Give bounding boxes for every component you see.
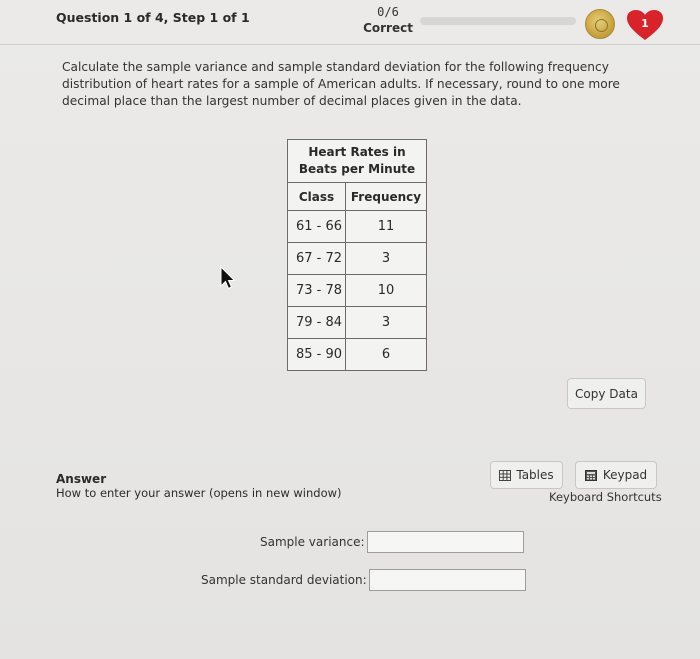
progress-bar [420, 17, 576, 25]
answer-heading: Answer [56, 472, 107, 486]
frequency-cell: 10 [346, 275, 427, 307]
frequency-cell: 3 [346, 307, 427, 339]
class-cell: 85 - 90 [288, 339, 346, 371]
sample-sd-row [201, 569, 526, 591]
table-row [288, 211, 427, 243]
class-cell: 79 - 84 [288, 307, 346, 339]
class-cell: 67 - 72 [288, 243, 346, 275]
coin-icon[interactable] [585, 9, 615, 39]
tables-label: Tables [516, 468, 554, 482]
column-header-frequency: Frequency [346, 183, 427, 211]
table-row [288, 339, 427, 371]
sample-sd-input[interactable] [369, 569, 526, 591]
hearts-count: 1 [641, 17, 649, 30]
frequency-cell: 11 [346, 211, 427, 243]
sample-variance-row [260, 531, 524, 553]
class-cell: 61 - 66 [288, 211, 346, 243]
copy-data-button[interactable]: Copy Data [567, 378, 646, 409]
question-title: Question 1 of 4, Step 1 of 1 [56, 10, 250, 25]
frequency-table [287, 139, 427, 371]
keyboard-shortcuts-link[interactable]: Keyboard Shortcuts [549, 490, 662, 504]
score-value: 0/6 [377, 5, 399, 19]
mouse-pointer-icon [218, 265, 238, 291]
keypad-button[interactable] [575, 461, 657, 489]
table-row [288, 275, 427, 307]
class-cell: 73 - 78 [288, 275, 346, 307]
sample-variance-input[interactable] [367, 531, 524, 553]
how-to-enter-link[interactable]: How to enter your answer (opens in new window) [56, 486, 342, 500]
keypad-label: Keypad [602, 468, 648, 482]
header-divider [0, 44, 700, 45]
question-prompt: Calculate the sample variance and sample standard deviation for the following frequency distribution of heart rates for a sample of American adults. If necessary, round to one more decimal place than the largest number of decimal places given in the data. [62, 60, 620, 108]
score-display [362, 4, 414, 36]
heart-icon[interactable] [625, 8, 665, 42]
sample-variance-label: Sample variance: [260, 535, 365, 549]
score-label: Correct [363, 21, 413, 35]
frequency-cell: 6 [346, 339, 427, 371]
table-row [288, 243, 427, 275]
table-row [288, 307, 427, 339]
table-caption: Heart Rates in Beats per Minute [288, 140, 427, 183]
column-header-class: Class [288, 183, 346, 211]
calculator-icon [585, 470, 597, 481]
table-grid-icon [499, 470, 511, 481]
sample-sd-label: Sample standard deviation: [201, 573, 367, 587]
tables-button[interactable] [490, 461, 563, 489]
frequency-cell: 3 [346, 243, 427, 275]
